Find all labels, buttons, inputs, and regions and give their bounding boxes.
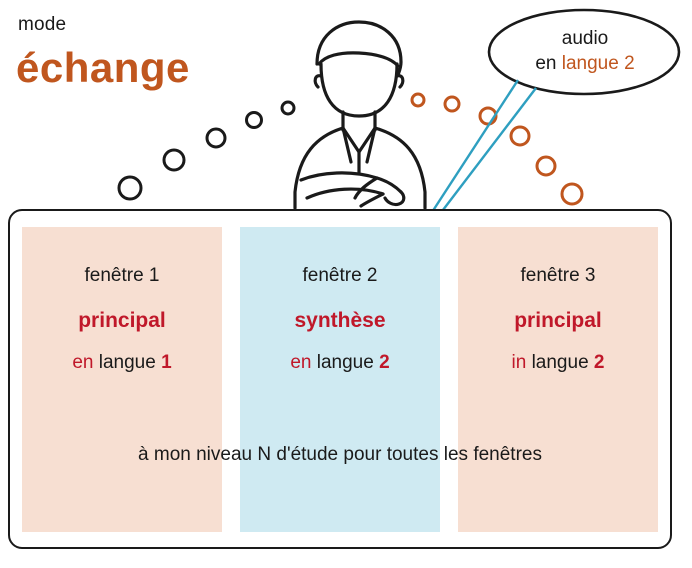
window-column-3[interactable] [458, 227, 658, 532]
window-2-sub-word: langue [316, 352, 380, 373]
balloon-line-2-accent: langue 2 [561, 53, 635, 74]
window-1-sub-prefix: en [72, 352, 99, 373]
balloon-line-2-prefix: en [535, 53, 562, 74]
window-column-2[interactable] [240, 227, 440, 532]
window-2-main: synthèse [294, 309, 386, 332]
window-2-sub [240, 352, 440, 374]
balloon-line-2 [500, 51, 670, 76]
window-3-sub-word: langue [531, 352, 594, 373]
window-3-sub-number: 2 [593, 352, 605, 373]
window-2-title: fenêtre 2 [302, 265, 378, 286]
window-1-title: fenêtre 1 [84, 265, 160, 286]
window-3-sub-prefix: in [511, 352, 532, 373]
balloon-line-1: audio [561, 28, 609, 49]
footer-note: à mon niveau N d'étude pour toutes les fenêtres [138, 444, 542, 465]
window-2-sub-prefix: en [290, 352, 317, 373]
columns-container [8, 209, 672, 549]
window-3-sub [458, 352, 658, 374]
window-1-sub-number: 1 [161, 352, 172, 373]
window-1-sub-word: langue [98, 352, 162, 373]
mode-label: mode [18, 14, 67, 35]
window-3-main: principal [514, 309, 602, 332]
balloon-text [500, 26, 670, 76]
page-title: échange [16, 44, 190, 91]
window-3-title: fenêtre 3 [520, 265, 596, 286]
window-1-sub [22, 352, 222, 374]
window-2-sub-number: 2 [379, 352, 390, 373]
window-column-1[interactable] [22, 227, 222, 532]
window-1-main: principal [78, 309, 166, 332]
